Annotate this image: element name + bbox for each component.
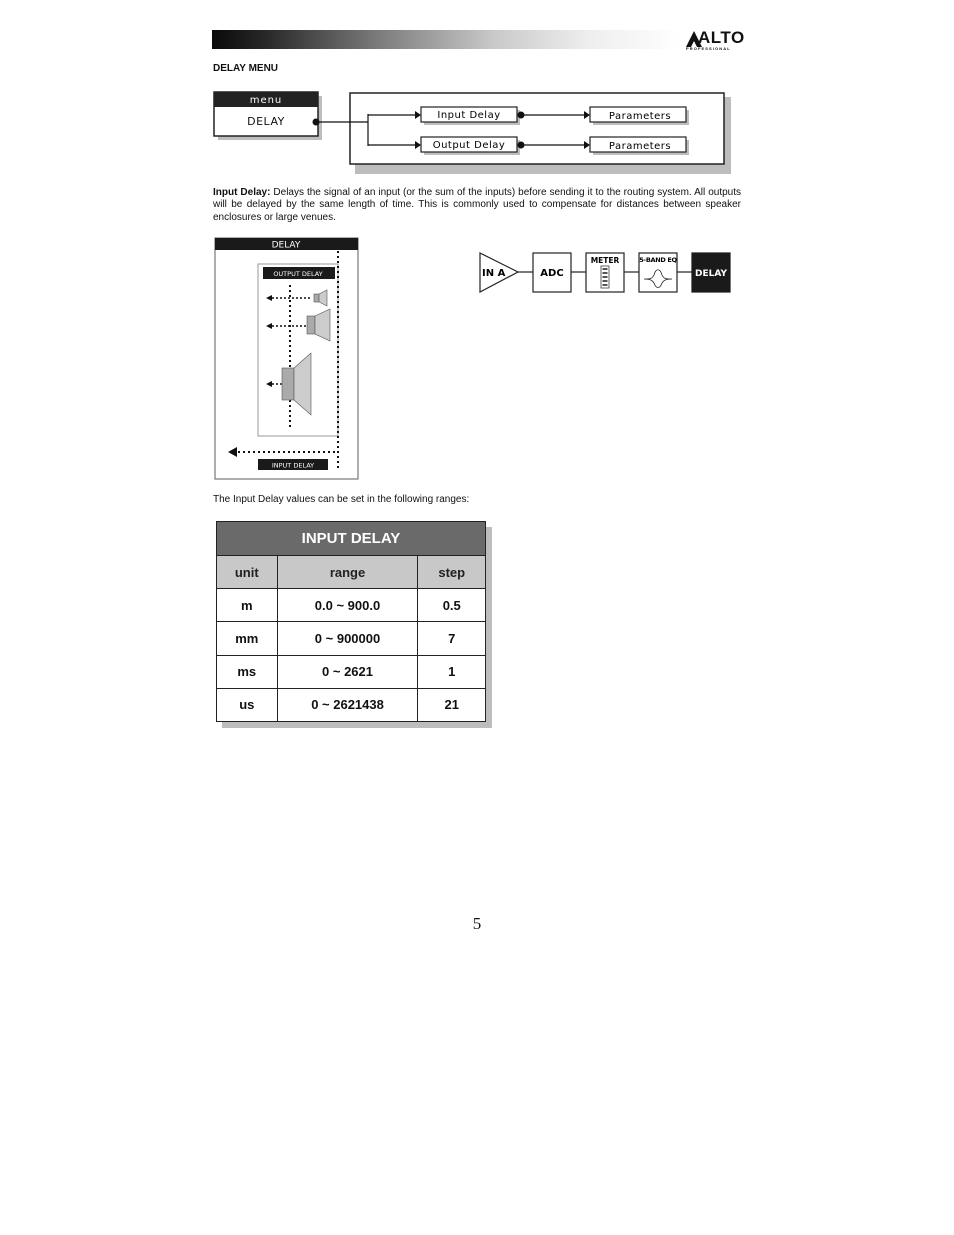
chain-block-adc: ADC	[540, 268, 564, 279]
delay-illustration	[214, 237, 362, 483]
cell-step: 0.5	[418, 589, 486, 622]
cell-unit: ms	[217, 655, 278, 688]
cell-unit: mm	[217, 622, 278, 655]
table-row	[217, 688, 486, 721]
ranges-intro: The Input Delay values can be set in the following ranges:	[213, 494, 470, 505]
column-header-step: step	[418, 556, 486, 589]
cell-range: 0 ~ 900000	[277, 622, 418, 655]
signal-chain-diagram	[478, 251, 734, 295]
meter-icon	[601, 266, 609, 288]
menu-item-delay: DELAY	[247, 115, 285, 128]
cell-range: 0 ~ 2621438	[277, 688, 418, 721]
cell-range: 0 ~ 2621	[277, 655, 418, 688]
menu-label: menu	[249, 95, 283, 106]
input-delay-lead: Input Delay:	[213, 187, 271, 198]
input-delay-body: Delays the signal of an input (or the sum of the inputs) before sending it to the routing system. All outputs will be delayed by the same length of time. This is commonly used to compensate for distances between speaker enclosures or large venues.	[213, 187, 742, 223]
logo-subtext: PROFESSIONAL	[686, 46, 731, 51]
cell-unit: us	[217, 688, 278, 721]
branch-input-delay: Input Delay	[437, 110, 501, 121]
cell-step: 1	[418, 655, 486, 688]
parameters-input: Parameters	[608, 111, 672, 122]
input-delay-description	[213, 187, 741, 224]
input-delay-table-container	[216, 521, 486, 722]
illustration-header: DELAY	[271, 240, 301, 251]
header-gradient-bar	[212, 30, 682, 49]
input-delay-label: INPUT DELAY	[271, 461, 315, 470]
chain-block-eq: 5-BAND EQ	[639, 256, 677, 264]
table-row	[217, 589, 486, 622]
column-header-range: range	[277, 556, 418, 589]
chain-block-meter: METER	[590, 256, 620, 265]
chain-block-in-a: IN A	[482, 268, 506, 279]
menu-box	[214, 92, 322, 140]
table-title: INPUT DELAY	[217, 522, 486, 556]
chain-block-delay: DELAY	[695, 269, 727, 279]
table-row	[217, 622, 486, 655]
input-delay-table	[216, 521, 486, 722]
cell-range: 0.0 ~ 900.0	[277, 589, 418, 622]
cell-step: 7	[418, 622, 486, 655]
parameters-output: Parameters	[608, 141, 672, 152]
cell-unit: m	[217, 589, 278, 622]
cell-step: 21	[418, 688, 486, 721]
output-delay-label: OUTPUT DELAY	[273, 270, 323, 278]
branch-output-delay: Output Delay	[432, 140, 506, 151]
table-row	[217, 655, 486, 688]
section-heading: DELAY MENU	[213, 63, 279, 74]
delay-menu-diagram	[212, 90, 734, 176]
page-number: 5	[472, 914, 482, 933]
logo-wordmark: ALTO	[698, 28, 745, 47]
column-header-unit: unit	[217, 556, 278, 589]
